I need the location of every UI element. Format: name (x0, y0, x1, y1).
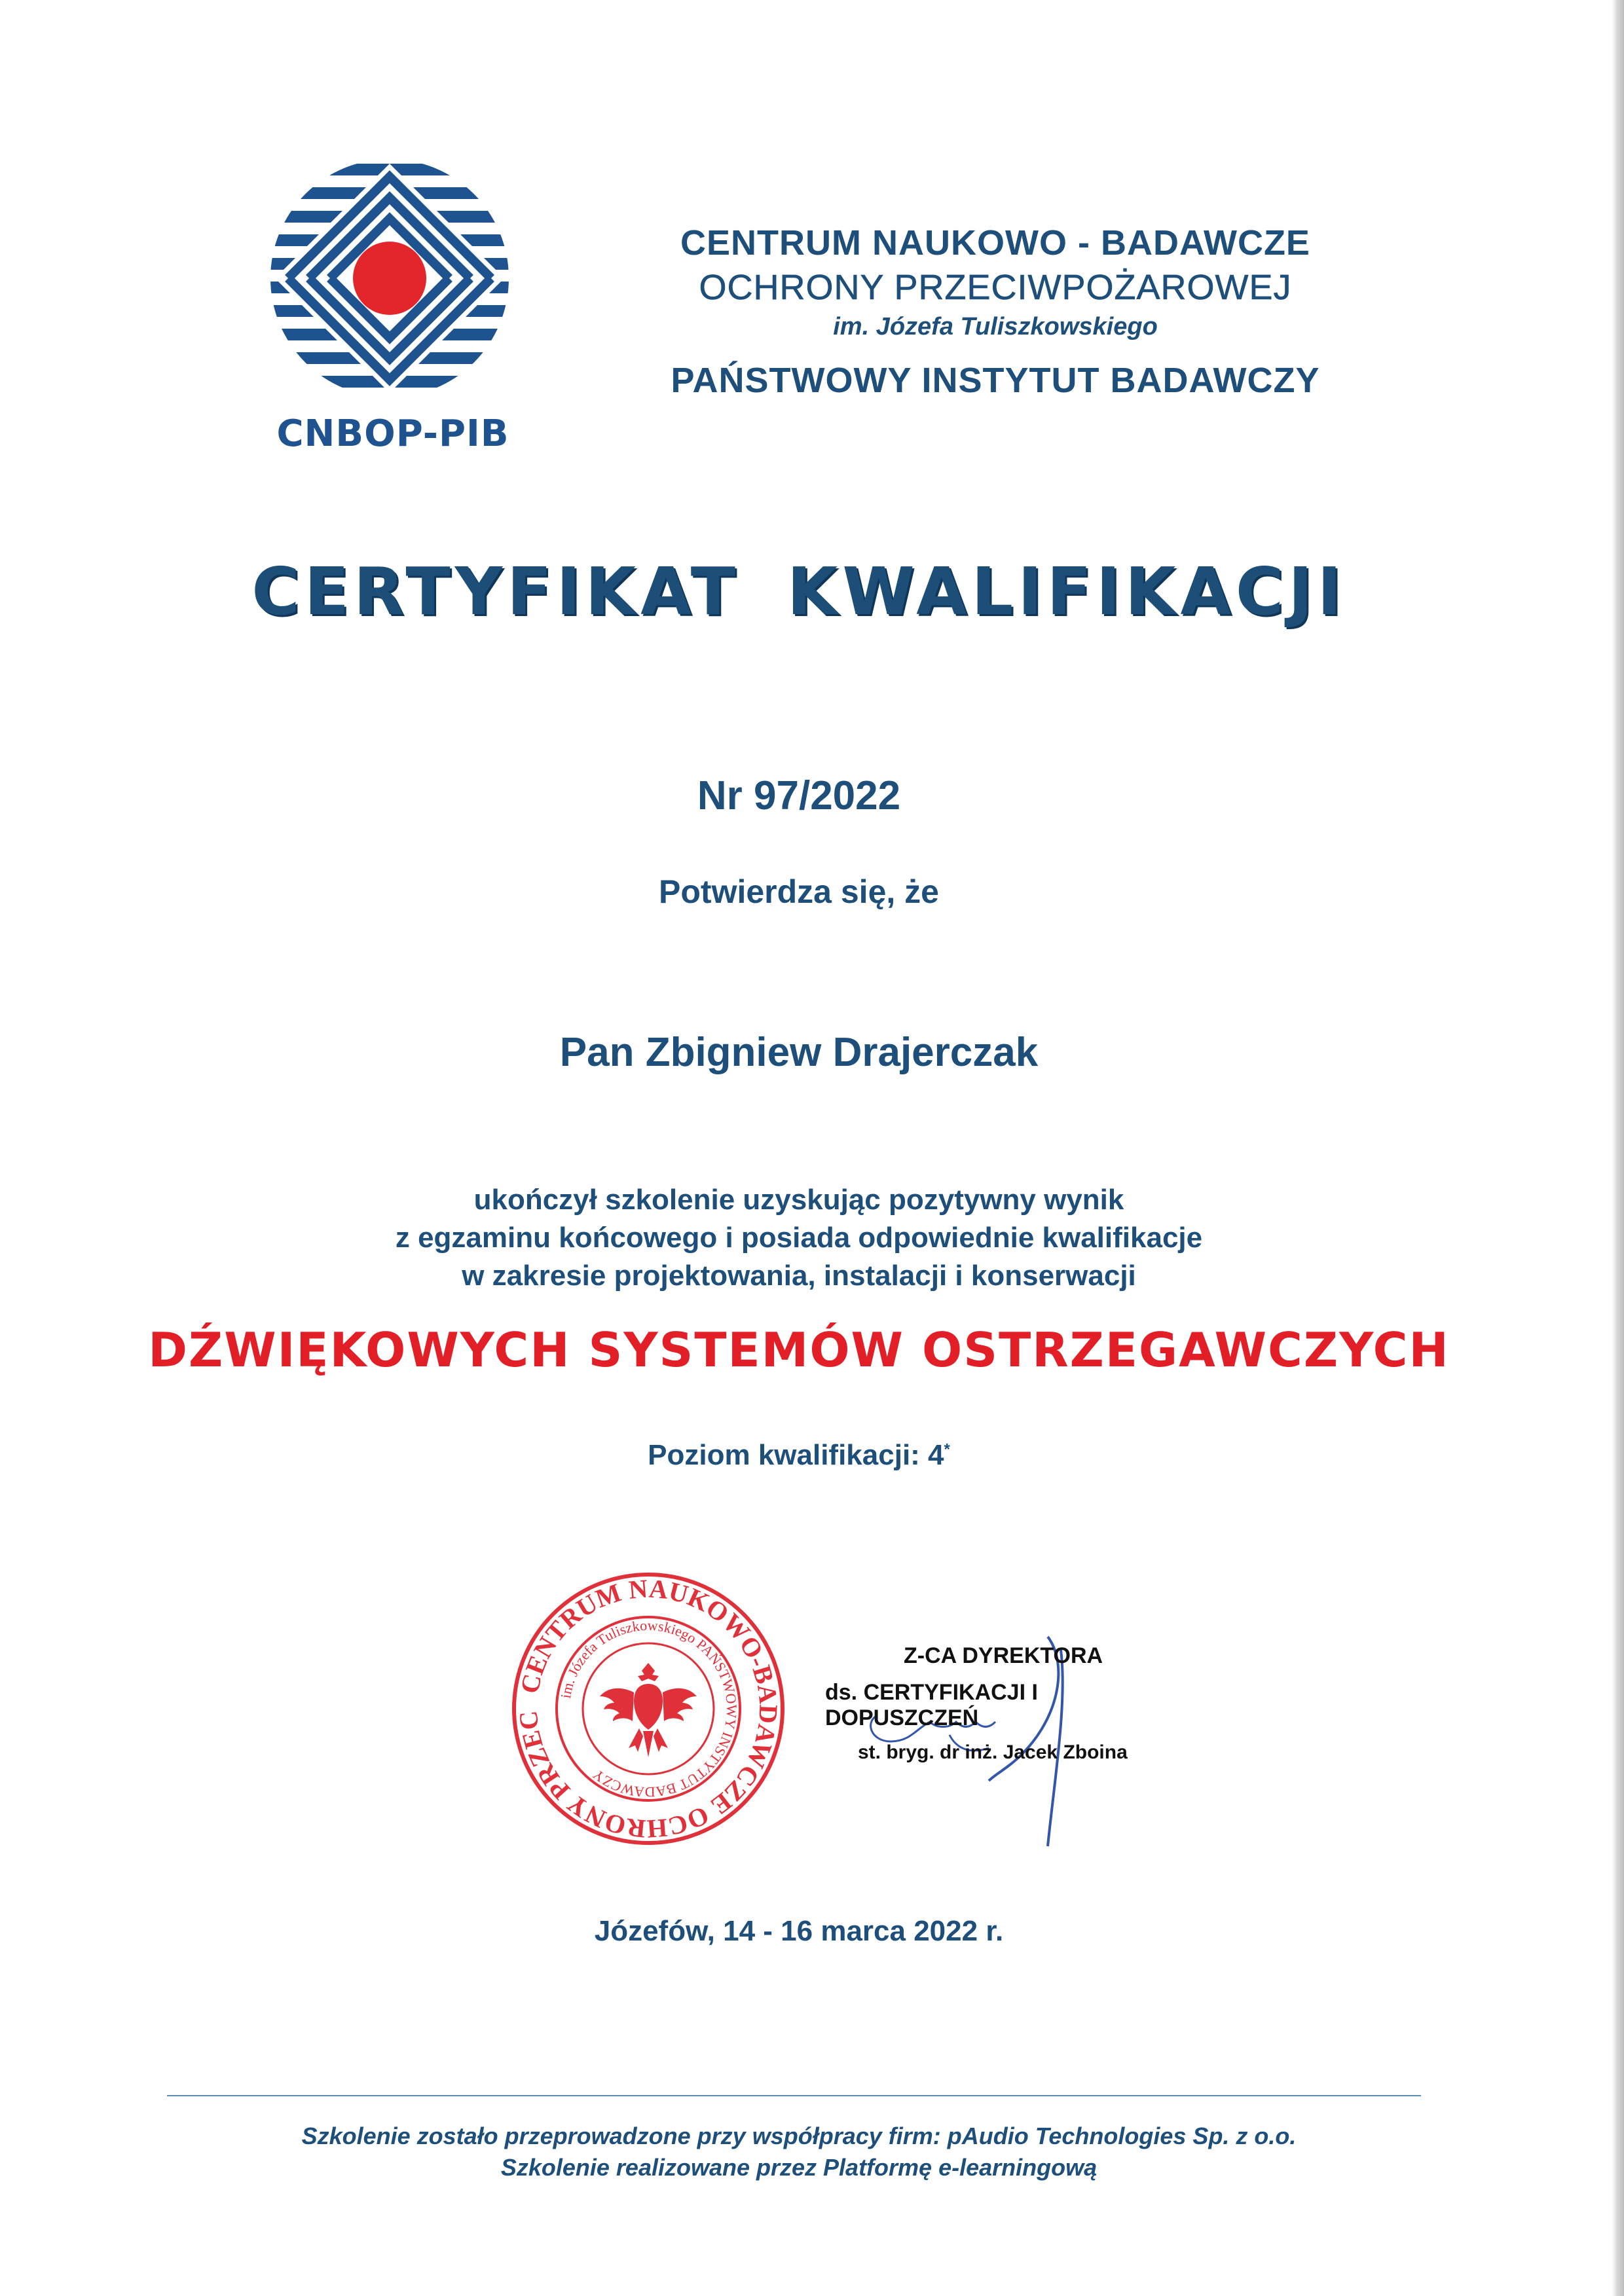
qualification-level-label: Poziom kwalifikacji: 4 (648, 1439, 944, 1471)
institution-line-2: OCHRONY PRZECIWPOŻAROWEJ (699, 268, 1292, 307)
footer-line-2: Szkolenie realizowane przez Platformę e-learningową (500, 2154, 1098, 2181)
body-line-1: ukończył szkolenie uzyskując pozytywny wynik (473, 1184, 1124, 1216)
cnbop-logo-icon (268, 157, 511, 399)
body-line-3: w zakresie projektowania, instalacji i konserwacji (462, 1260, 1136, 1292)
qualification-subject: DŹWIĘKOWYCH SYSTEMÓW OSTRZEGAWCZYCH (148, 1322, 1450, 1377)
recipient-name: Pan Zbigniew Drajerczak (559, 1030, 1039, 1075)
stamp-inner-text: im. Józefa Tuliszkowskiego PAŃSTWOWY INSTYTUT BADAWCZY (557, 1616, 741, 1801)
footer-line-1: Szkolenie zostało przeprowadzone przy współpracy firm: pAudio Technologies Sp. z o.o. (301, 2123, 1297, 2149)
official-stamp (511, 1571, 786, 1846)
institution-line-3: im. Józefa Tuliszkowskiego (833, 313, 1158, 340)
logo-text: CNBOP-PIB (276, 412, 509, 455)
confirm-text: Potwierdza się, że (659, 873, 939, 910)
signatory-department: ds. CERTYFIKACJI I DOPUSZCZEŃ (825, 1680, 1038, 1730)
place-and-date: Józefów, 14 - 16 marca 2022 r. (594, 1915, 1004, 1947)
footer-divider (167, 2095, 1421, 2096)
stamp-outer-text: CENTRUM NAUKOWO-BADAWCZE OCHRONY PRZEC (513, 1573, 784, 1844)
stamp-seal-icon (511, 1571, 786, 1846)
qualification-level (0, 1439, 1598, 1472)
signatory-name: st. bryg. dr inż. Jacek Zboina (858, 1741, 1128, 1763)
cnbop-logo (262, 151, 524, 465)
qualification-level-mark: * (944, 1440, 950, 1459)
body-line-2: z egzaminu końcowego i posiada odpowiednie kwalifikacje (395, 1222, 1203, 1254)
institution-line-4: PAŃSTWOWY INSTYTUT BADAWCZY (671, 361, 1320, 400)
signatory-position: Z-CA DYREKTORA (904, 1643, 1103, 1668)
institution-line-1: CENTRUM NAUKOWO - BADAWCZE (680, 223, 1310, 263)
certificate-title: CERTYFIKAT KWALIFIKACJI (251, 553, 1346, 630)
page-edge-shadow (1612, 0, 1624, 2296)
eagle-icon (600, 1663, 697, 1757)
certificate-number: Nr 97/2022 (697, 773, 901, 818)
